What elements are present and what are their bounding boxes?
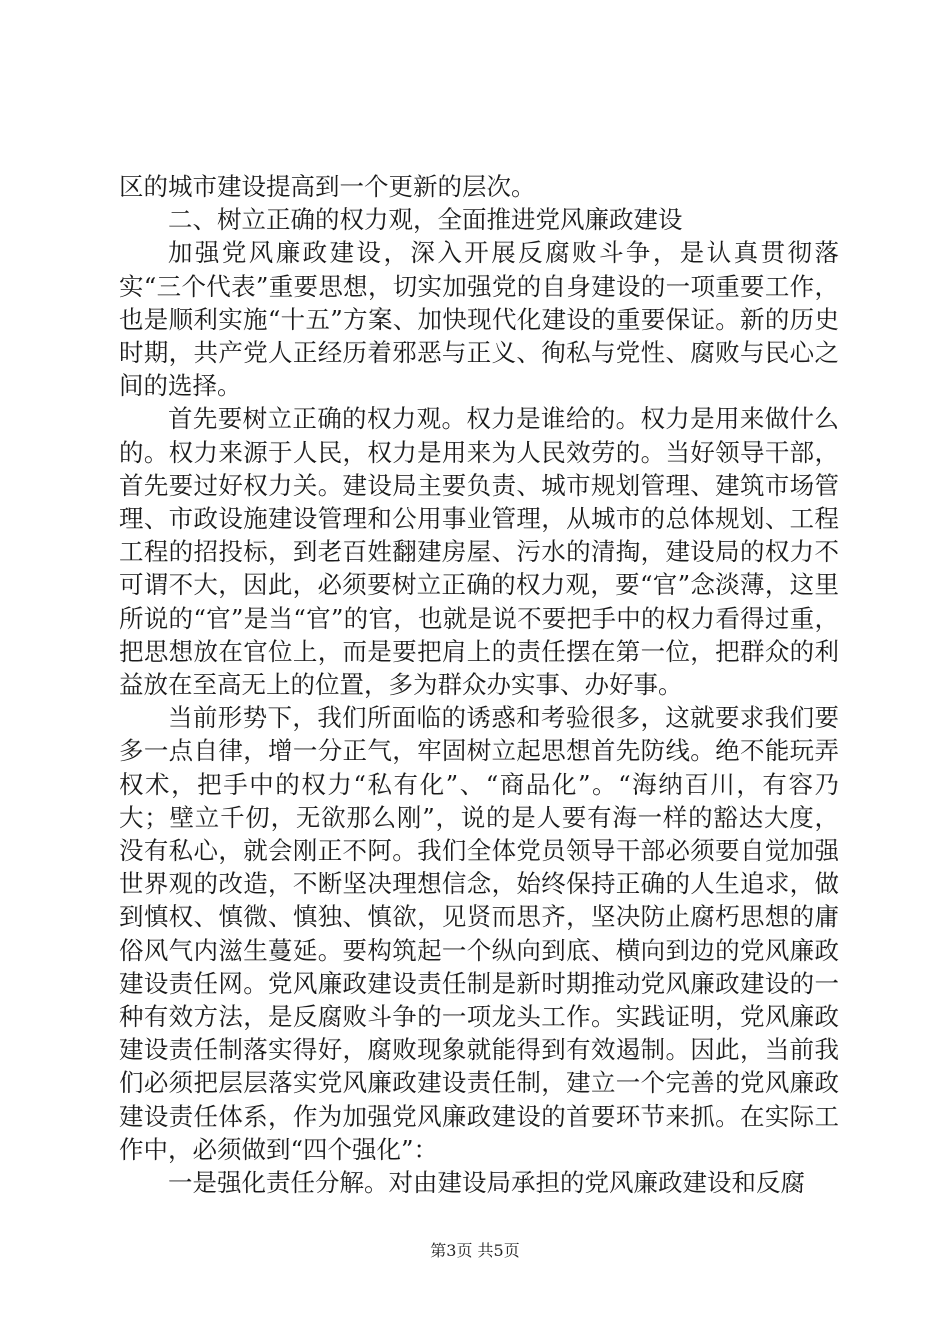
page-footer: 第3页 共5页 xyxy=(430,1241,520,1260)
paragraph-continuation: 区的城市建设提高到一个更新的层次。 xyxy=(119,172,536,201)
paragraph-self-discipline: 当前形势下，我们所面临的诱惑和考验很多，这就要求我们要多一点自律，增一分正气，牢固树立起思想首先防线。绝不能玩弄权术，把手中的权力“私有化”、“商品化”。“海纳百川，有容乃大；壁立千仞，无欲那么刚”，说的是人要有海一样的豁达大度，没有私心，就会刚正不阿。我们全体党员领导干部必须要自觉加强世界观的改造，不断坚决理想信念，始终保持正确的人生追求，做到慎权、慎微、慎独、慎欲，见贤而思齐，坚决防止腐朽思想的庸俗风气内滋生蔓延。要构筑起一个纵向到底、横向到边的党风廉政建设责任网。党风廉政建设责任制是新时期推动党风廉政建设的一种有效方法，是反腐败斗争的一项龙头工作。实践证明，党风廉政建设责任制落实得好，腐败现象就能得到有效遏制。因此，当前我们必须把层层落实党风廉政建设责任制，建立一个完善的党风廉政建设责任体系，作为加强党风廉政建设的首要环节来抓。在实际工作中，必须做到“四个强化”： xyxy=(119,703,839,1164)
paragraph-intro: 加强党风廉政建设，深入开展反腐败斗争，是认真贯彻落实“三个代表”重要思想，切实加强党的自身建设的一项重要工作，也是顺利实施“十五”方案、加快现代化建设的重要保证。新的历史时期，共产党人正经历着邪恶与正义、徇私与党性、腐败与民心之间的选择。 xyxy=(119,238,839,401)
paragraph-power-view: 首先要树立正确的权力观。权力是谁给的。权力是用来做什么的。权力来源于人民，权力是用来为人民效劳的。当好领导干部，首先要过好权力关。建设局主要负责、城市规划管理、建筑市场管理、市政设施建设管理和公用事业管理，从城市的总体规划、工程工程的招投标，到老百姓翻建房屋、污水的清掏，建设局的权力不可谓不大，因此，必须要树立正确的权力观，要“官”念淡薄，这里所说的“官”是当“官”的官，也就是说不要把手中的权力看得过重，把思想放在官位上，而是要把肩上的责任摆在第一位，把群众的利益放在至高无上的位置，多为群众办实事、办好事。 xyxy=(119,404,839,700)
paragraph-responsibility: 一是强化责任分解。对由建设局承担的党风廉政建设和反腐 xyxy=(168,1168,805,1198)
section-heading: 二、树立正确的权力观，全面推进党风廉政建设 xyxy=(168,205,683,235)
document-body xyxy=(119,170,839,1199)
